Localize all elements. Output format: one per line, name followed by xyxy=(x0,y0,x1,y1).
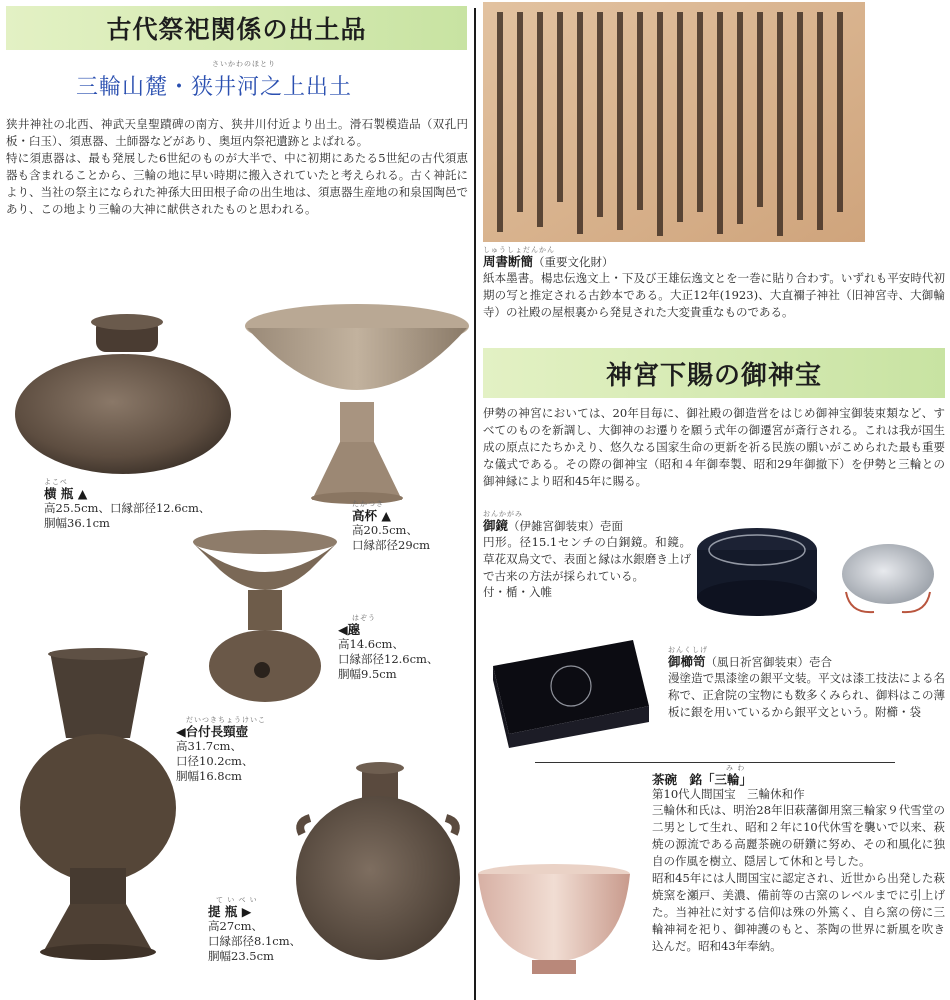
comb-box-image xyxy=(483,636,653,750)
comb-box-ruby: おんくしげ xyxy=(668,646,708,654)
yokobe-image xyxy=(12,314,234,476)
hazo-line-3: 胴幅9.5cm xyxy=(338,667,397,681)
yokobe-line-1: 高25.5cm、口縁部径12.6cm、 xyxy=(44,501,211,515)
teabowl-text1: 三輪休和氏は、明治28年旧萩藩御用窯三輪家９代雪堂の二男として生れ、昭和２年に10代休雪を襲いで以来、萩焼の源流である高麗茶碗の研鑽に努め、その和風化に独自の作風を樹立、隠居して休和と号した。 xyxy=(652,803,945,868)
mirror-caption xyxy=(483,510,691,600)
chokeiko-line-3: 胴幅16.8cm xyxy=(176,769,242,783)
yokobe-title: 横 瓶 ▲ xyxy=(44,486,88,501)
chokeiko-ruby: だいつきちょうけいこ xyxy=(186,716,266,724)
hazo-line-2: 口縁部径12.6cm、 xyxy=(338,652,439,666)
hazo-ruby: はぞう xyxy=(352,614,376,622)
comb-box-text: 漫塗造で黒漆塗の銀平文装。平文は漆工技法による名称で、正倉院の宝物にも数多くみられ、御料はこの薄板に銀を用いているから銀平文という。附櫛・袋 xyxy=(668,671,945,719)
yokobe-line-2: 胴幅36.1cm xyxy=(44,516,110,530)
manuscript-tag: （重要文化財） xyxy=(533,255,614,269)
mirror-text: 円形。径15.1センチの白銅鏡。和鏡。草花双鳥文で、表面と縁は水銀磨き上げで古来の方法が採られている。 xyxy=(483,535,691,583)
hazo-title: ◀𤭯 xyxy=(338,622,361,637)
takatsuki-line-1: 高20.5cm、 xyxy=(352,523,418,537)
takatsuki-title: 高杯 ▲ xyxy=(352,508,391,523)
teibei-line-2: 口縁部径8.1cm、 xyxy=(208,934,302,948)
hazo-line-1: 高14.6cm、 xyxy=(338,637,404,651)
hazo-image xyxy=(190,530,340,702)
left-banner-title: 古代祭祀関係の出土品 xyxy=(106,15,367,44)
mirror-tag: （伊雑宮御装束）壱面 xyxy=(508,519,624,533)
teibei-image xyxy=(290,762,466,962)
manuscript-title: 周書断簡 xyxy=(483,254,534,269)
comb-box-caption xyxy=(668,646,945,721)
teibei-caption xyxy=(208,896,301,964)
yokobe-caption xyxy=(44,478,210,531)
left-intro-p1: 狭井神社の北西、神武天皇聖蹟碑の南方、狭井川付近より出土。滑石製模造品（双孔円板・臼玉）、須恵器、土師器などがあり、奥垣内祭祀遺跡とよばれる。 xyxy=(6,117,468,148)
teabowl-line1: 第10代人間国宝 三輪休和作 xyxy=(652,787,805,801)
manuscript-text: 紙本墨書。楊忠伝逸文上・下及び王雄伝逸文とを一巻に貼り合わす。いずれも平安時代初期の写と推定される古鈔本である。大正12年(1923)、大直禰子神社（旧神宮寺、大御輪寺）の社殿の屋根裏から発見された大変貴重なものである。 xyxy=(483,271,945,319)
teibei-ruby: て い べ い xyxy=(216,896,258,904)
teabowl-caption xyxy=(652,764,945,955)
takatsuki-image xyxy=(242,302,472,504)
chokeiko-line-1: 高31.7cm、 xyxy=(176,739,242,753)
chokeiko-caption xyxy=(176,716,266,784)
yokobe-ruby: よこべ xyxy=(44,478,68,486)
teabowl-ruby: み わ xyxy=(726,764,746,772)
section-divider xyxy=(535,762,895,763)
right-intro: 伊勢の神宮においては、20年目毎に、御社殿の御造営をはじめ御神宝御装束類など、すべてのものを新調し、大御神のお遷りを願う式年の御遷宮が斎行される。これは我が国生成の原点にたちかえり、悠久なる国家生命の更新を祈る民族の願いがこめられた最も重要な儀式である。その際の御神宝（昭和４年御奉製、昭和29年御撤下）を伊勢と三輪との御神縁により昭和45年に賜る。 xyxy=(483,406,945,488)
teabowl-title: 茶碗 銘「三輪」 xyxy=(652,772,753,787)
right-banner xyxy=(483,348,945,398)
takatsuki-ruby: たかつき xyxy=(352,500,384,508)
left-intro-p2: 特に須恵器は、最も発展した6世紀のものが大半で、中に初期にあたる5世紀の古代須恵器も含まれることから、三輪の地に早い時期に搬入されていたと考えられる。古く神託により、当社の祭主になられた神孫大田田根子命の出生地は、須恵器生産地の和泉国陶邑であり、この地より三輪の大神に献供されたものと思われる。 xyxy=(6,151,468,216)
mirror-image xyxy=(838,540,938,616)
left-intro xyxy=(6,116,468,218)
takatsuki-line-2: 口縁部径29cm xyxy=(352,538,430,552)
subtitle: 三輪山麓・狭井河之上出土 xyxy=(76,75,353,100)
chokeiko-line-2: 口径10.2cm、 xyxy=(176,754,254,768)
mirror-ruby: おんかがみ xyxy=(483,510,523,518)
comb-box-tag: （風日祈宮御装束）壱合 xyxy=(705,655,833,669)
teabowl-image xyxy=(476,862,632,980)
manuscript-image xyxy=(483,2,865,242)
manuscript-caption xyxy=(483,246,945,321)
right-banner-title: 神宮下賜の御神宝 xyxy=(605,360,822,391)
column-divider xyxy=(474,8,476,1000)
comb-box-title: 御櫛笥 xyxy=(668,654,706,669)
mirror-title: 御鏡 xyxy=(483,518,509,533)
mirror-note: 付・楯・入帷 xyxy=(483,585,552,599)
manuscript-ruby: しゅうしょだんかん xyxy=(483,246,555,254)
mirror-box-image xyxy=(694,526,820,618)
teibei-line-3: 胴幅23.5cm xyxy=(208,949,274,963)
subtitle-ruby: さいかわのほとり xyxy=(212,60,276,68)
chokeiko-image xyxy=(18,648,178,960)
teibei-title: 提 瓶 ▶ xyxy=(208,904,252,919)
chokeiko-title: ◀台付長頸壺 xyxy=(176,724,249,739)
hazo-caption xyxy=(338,614,438,682)
teibei-line-1: 高27cm、 xyxy=(208,919,263,933)
takatsuki-caption xyxy=(352,500,430,553)
teabowl-text2: 昭和45年には人間国宝に認定され、近世から出発した萩焼窯を瀬戸、美濃、備前等の古窯のレベルまでに引上げた。当神社に対する信仰は殊の外篤く、自ら窯の傍に三輪神祠を祀り、御神護のもと、茶陶の世界に新風を吹き込んだ。昭和43年奉納。 xyxy=(652,871,945,953)
left-banner xyxy=(6,6,467,50)
